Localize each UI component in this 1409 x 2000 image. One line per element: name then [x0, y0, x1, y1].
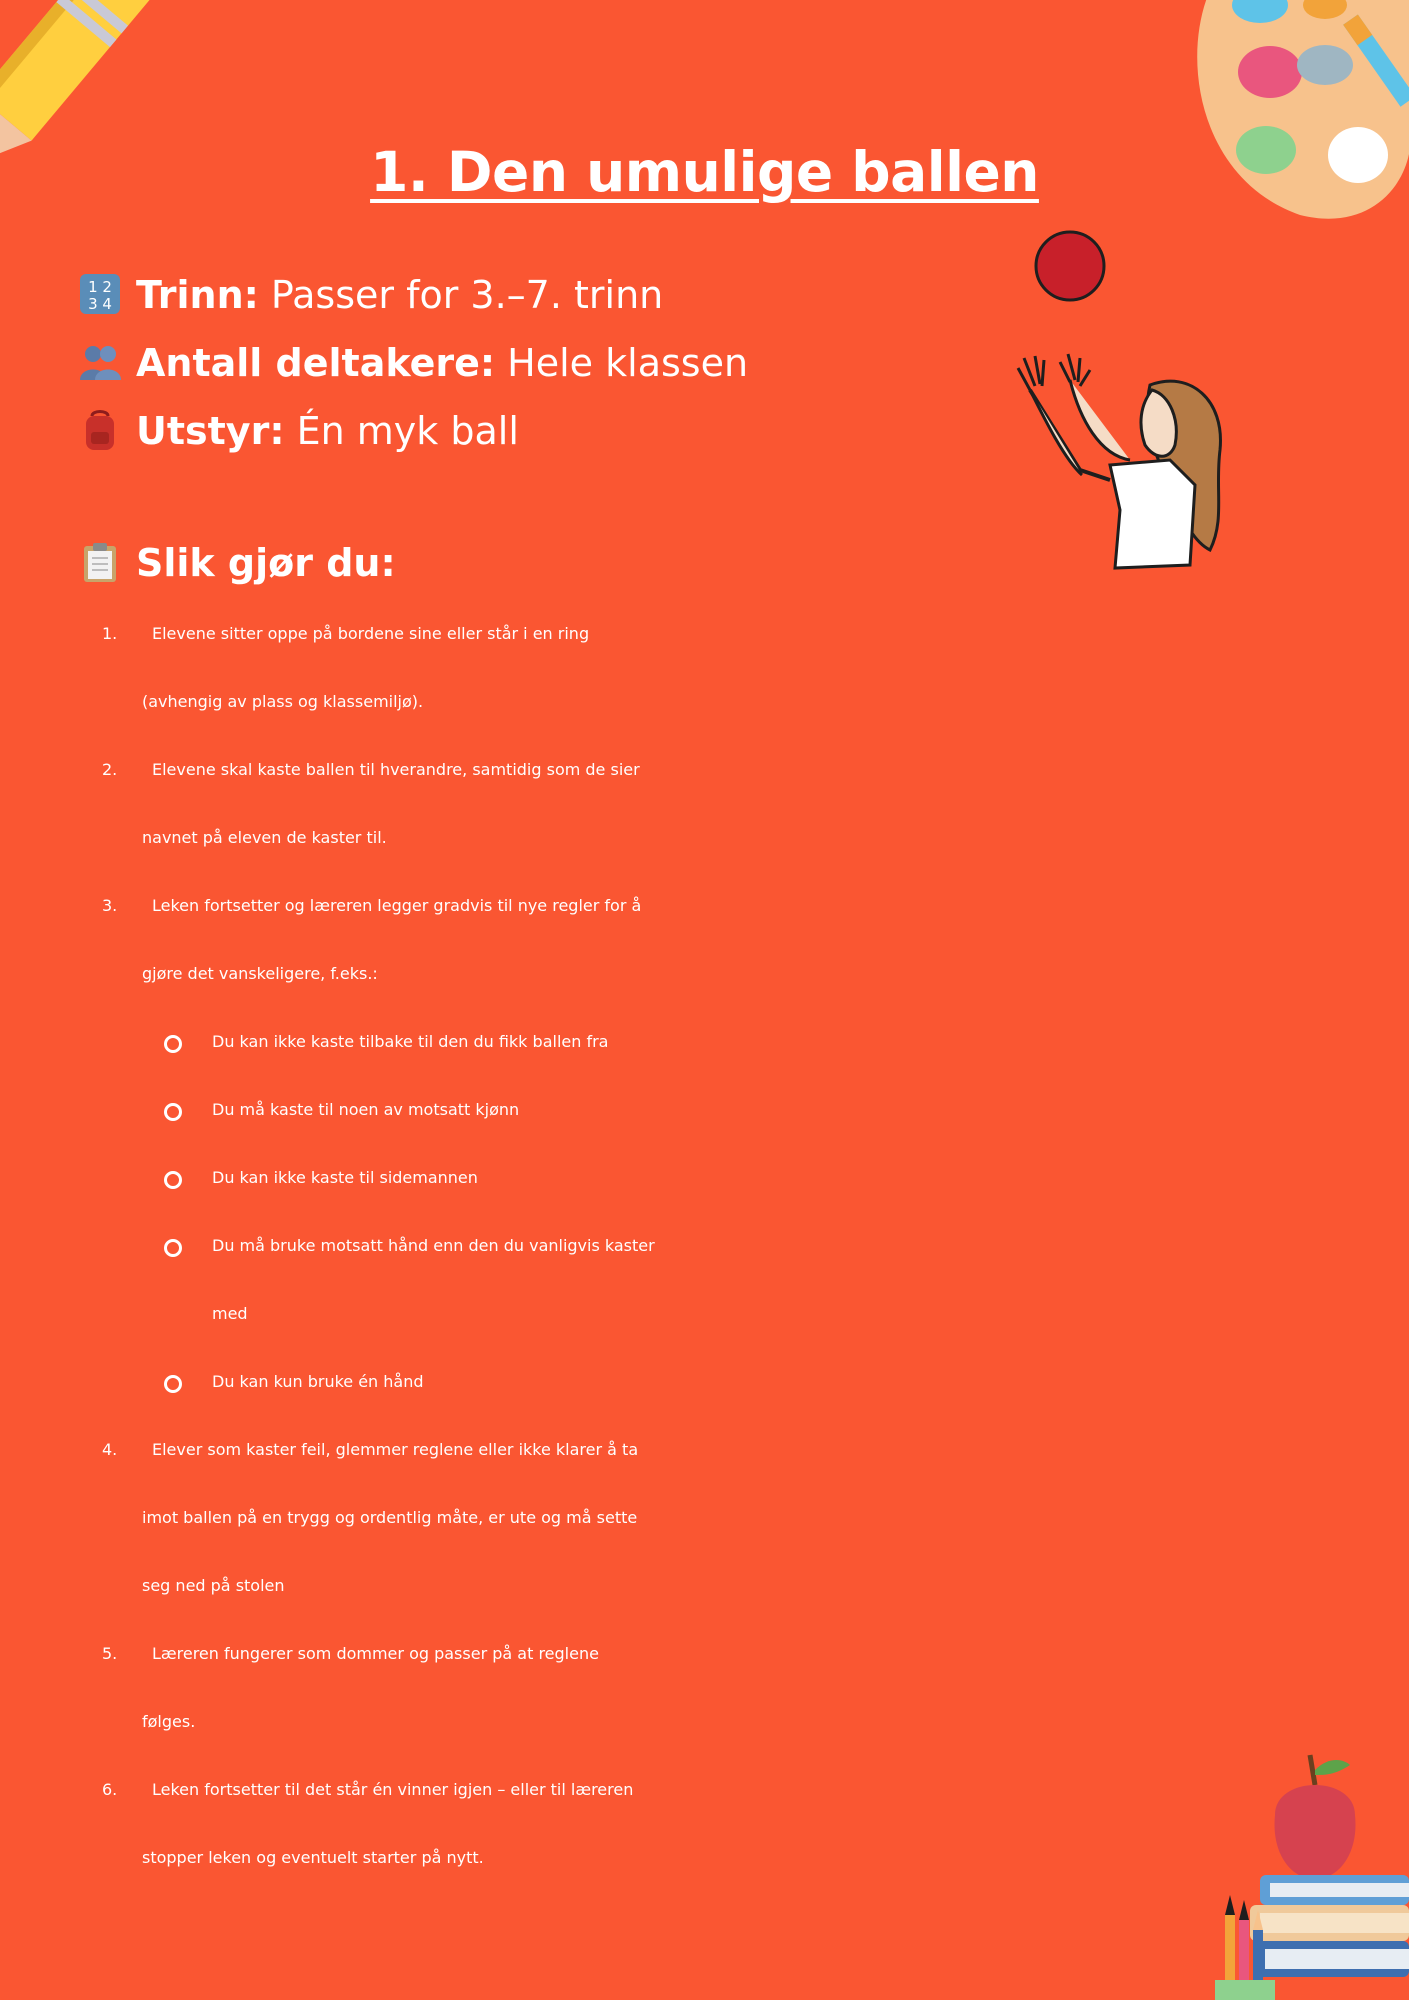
svg-text:3 4: 3 4	[88, 295, 112, 313]
section-heading	[78, 540, 396, 585]
info-value: Hele klassen	[495, 341, 749, 385]
step-number: 4.	[102, 1440, 118, 1459]
sub-rule-text: Du må kaste til noen av motsatt kjønn	[212, 1100, 520, 1119]
list-item	[102, 1756, 1342, 1892]
step-text: (avhengig av plass og klassemiljø).	[142, 692, 424, 711]
info-value: Én myk ball	[284, 409, 519, 453]
info-label: Trinn:	[136, 273, 259, 317]
books-and-apple-icon	[1215, 1745, 1409, 2000]
step-number: 5.	[102, 1644, 118, 1663]
list-item	[102, 1620, 1342, 1756]
sub-rule-text: Du kan ikke kaste tilbake til den du fikk ballen fra	[212, 1032, 609, 1051]
page-title: 1. Den umulige ballen	[370, 140, 1039, 204]
info-grade	[78, 272, 663, 316]
sub-rule-text: Du kan kun bruke én hånd	[212, 1372, 424, 1391]
people-icon	[78, 340, 122, 384]
sub-rule	[160, 1076, 1340, 1144]
bullet-icon	[164, 1375, 182, 1393]
step-text: Elever som kaster feil, glemmer reglene eller ikke klarer å ta	[152, 1440, 639, 1459]
backpack-icon	[78, 408, 122, 452]
sub-rule-text: Du kan ikke kaste til sidemannen	[212, 1168, 478, 1187]
clipboard-icon	[78, 540, 122, 584]
step-text: Leken fortsetter til det står én vinner igjen – eller til læreren	[152, 1780, 634, 1799]
info-participants	[78, 340, 748, 384]
bullet-icon	[164, 1103, 182, 1121]
step-text: imot ballen på en trygg og ordentlig måte, er ute og må sette	[142, 1508, 638, 1527]
step-text: Elevene sitter oppe på bordene sine eller står i en ring	[152, 624, 590, 643]
sub-rule-text: med	[212, 1304, 248, 1323]
info-equipment	[78, 408, 519, 452]
sub-rule	[160, 1008, 1340, 1076]
step-text: navnet på eleven de kaster til.	[142, 828, 387, 847]
info-value: Passer for 3.–7. trinn	[258, 273, 664, 317]
step-number: 3.	[102, 896, 118, 915]
step-text: stopper leken og eventuelt starter på nytt.	[142, 1848, 484, 1867]
step-text: seg ned på stolen	[142, 1576, 285, 1595]
ball-illustration	[1032, 228, 1108, 304]
list-item	[102, 600, 1342, 736]
info-label: Antall deltakere:	[136, 341, 496, 385]
sub-rule	[160, 1144, 1340, 1212]
svg-text:1 2: 1 2	[88, 278, 112, 296]
step-text: gjøre det vanskeligere, f.eks.:	[142, 964, 378, 983]
list-item	[102, 872, 1342, 1008]
step-text: følges.	[142, 1712, 196, 1731]
step-number: 2.	[102, 760, 118, 779]
step-text: Elevene skal kaste ballen til hverandre, samtidig som de sier	[152, 760, 640, 779]
step-text: Leken fortsetter og læreren legger gradvis til nye regler for å	[152, 896, 642, 915]
sub-rule	[160, 1212, 1340, 1348]
step-text: Læreren fungerer som dommer og passer på at reglene	[152, 1644, 599, 1663]
input-numbers-icon	[78, 272, 122, 316]
sub-rule	[160, 1348, 1340, 1416]
list-item	[102, 1416, 1342, 1620]
bullet-icon	[164, 1035, 182, 1053]
section-heading-label: Slik gjør du:	[136, 541, 396, 585]
info-label: Utstyr:	[136, 409, 285, 453]
bullet-icon	[164, 1171, 182, 1189]
bullet-icon	[164, 1239, 182, 1257]
step-number: 6.	[102, 1780, 118, 1799]
step-number: 1.	[102, 624, 118, 643]
list-item	[102, 736, 1342, 872]
sub-rule-text: Du må bruke motsatt hånd enn den du vanligvis kaster	[212, 1236, 655, 1255]
girl-throwing-ball-illustration	[1010, 350, 1240, 575]
